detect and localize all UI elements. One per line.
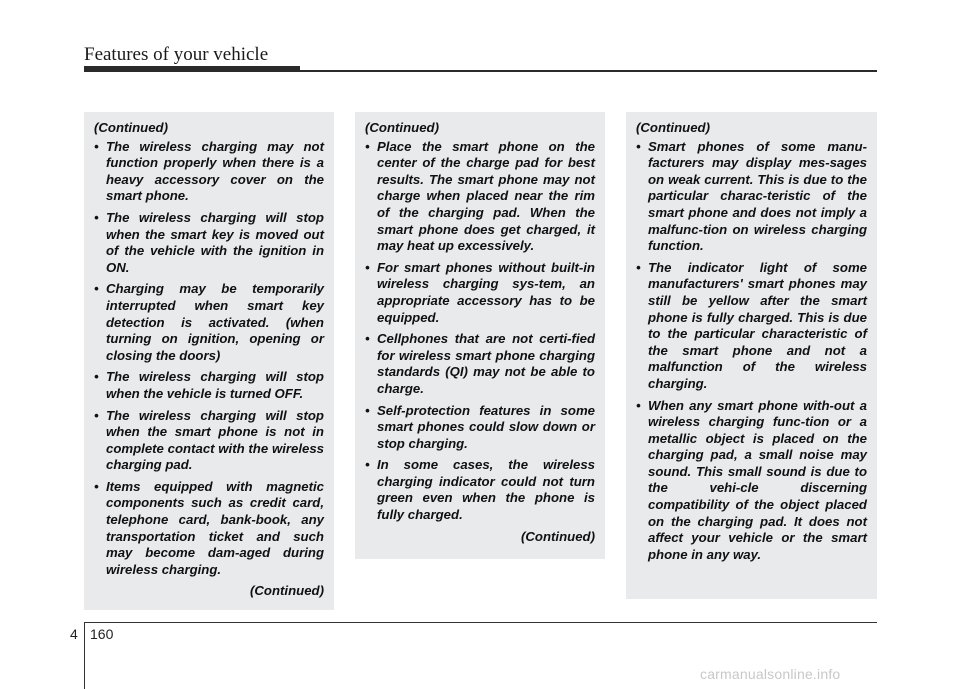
bullet-dot-icon: • (94, 407, 99, 423)
list-item: • In some cases, the wireless charging indicator could not turn green even when the phone is fully charged. (365, 457, 595, 523)
caution-panel-2 (355, 112, 605, 559)
continued-heading: (Continued) (636, 120, 710, 135)
bullet-dot-icon: • (365, 457, 370, 473)
bullet-dot-icon: • (365, 259, 370, 275)
continued-footer: (Continued) (521, 528, 595, 544)
list-item: • The wireless charging will stop when the smart key is moved out of the vehicle with the ignition in ON. (94, 209, 324, 275)
caution-panel-1 (84, 112, 334, 610)
bullet-dot-icon: • (636, 397, 641, 413)
caution-panel-3 (626, 112, 877, 599)
list-item: • Charging may be temporarily interrupted when smart key detection is activated. (when turning on ignition, opening or closing the doors) (94, 281, 324, 363)
list-item: • The indicator light of some manufacturers' smart phones may still be yellow after the smart phone is fully charged. This is due to the particular characteristic of the smart phone and not a malfunction of the wireless charging. (636, 259, 867, 391)
bullet-dot-icon: • (94, 281, 99, 297)
footer-rule (84, 622, 877, 623)
bullet-dot-icon: • (94, 209, 99, 225)
page-header-title: Features of your vehicle (84, 44, 269, 65)
continued-footer: (Continued) (250, 583, 324, 599)
list-item: • Items equipped with magnetic components such as credit card, telephone card, bank-book, any transportation ticket and such may become dam-aged during wireless charging. (94, 478, 324, 577)
list-item: • For smart phones without built-in wireless charging sys-tem, an appropriate accessory has to be equipped. (365, 259, 595, 325)
section-number: 4 (70, 626, 78, 642)
list-item: • Self-protection features in some smart phones could slow down or stop charging. (365, 402, 595, 451)
continued-heading: (Continued) (365, 120, 439, 135)
bullet-dot-icon: • (94, 369, 99, 385)
list-item: • Cellphones that are not certi-fied for wireless smart phone charging standards (QI) may not be able to charge. (365, 331, 595, 396)
bullet-dot-icon: • (636, 138, 641, 154)
header-rule-thin (300, 70, 877, 72)
list-item: • The wireless charging may not function properly when there is a heavy accessory cover on the smart phone. (94, 138, 324, 204)
bullet-list (365, 139, 595, 524)
bullet-dot-icon: • (636, 259, 641, 275)
bullet-dot-icon: • (365, 331, 370, 347)
page-number: 160 (90, 626, 114, 642)
list-item: • The wireless charging will stop when the smart phone is not in complete contact with the wireless charging pad. (94, 407, 324, 473)
continued-heading: (Continued) (94, 120, 168, 135)
bullet-dot-icon: • (94, 138, 99, 154)
list-item: • When any smart phone with-out a wireless charging func-tion or a metallic object is placed on the charging pad, a small noise may sound. This small sound is due to the vehi-cle discerning compatibility of the object placed on the charging pad. It does not affect your vehicle or the smart phone in any way. (636, 397, 867, 562)
bullet-dot-icon: • (365, 138, 370, 154)
list-item: • Smart phones of some manu-facturers may display mes-sages on weak current. This is due to the particular charac-teristic of the smart phone and does not imply a malfunc-tion on wireless charging function. (636, 138, 867, 254)
watermark: carmanualsonline.info (700, 666, 841, 682)
bullet-dot-icon: • (365, 402, 370, 418)
bullet-list (636, 139, 867, 564)
header-rule-thick (84, 66, 300, 72)
bullet-list (94, 139, 324, 579)
footer-divider (84, 622, 85, 689)
bullet-dot-icon: • (94, 478, 99, 494)
list-item: • Place the smart phone on the center of the charge pad for best results. The smart phone may not charge when placed near the rim of the charging pad. When the smart phone does get charged, it may heat up excessively. (365, 138, 595, 254)
list-item: • The wireless charging will stop when the vehicle is turned OFF. (94, 369, 324, 401)
